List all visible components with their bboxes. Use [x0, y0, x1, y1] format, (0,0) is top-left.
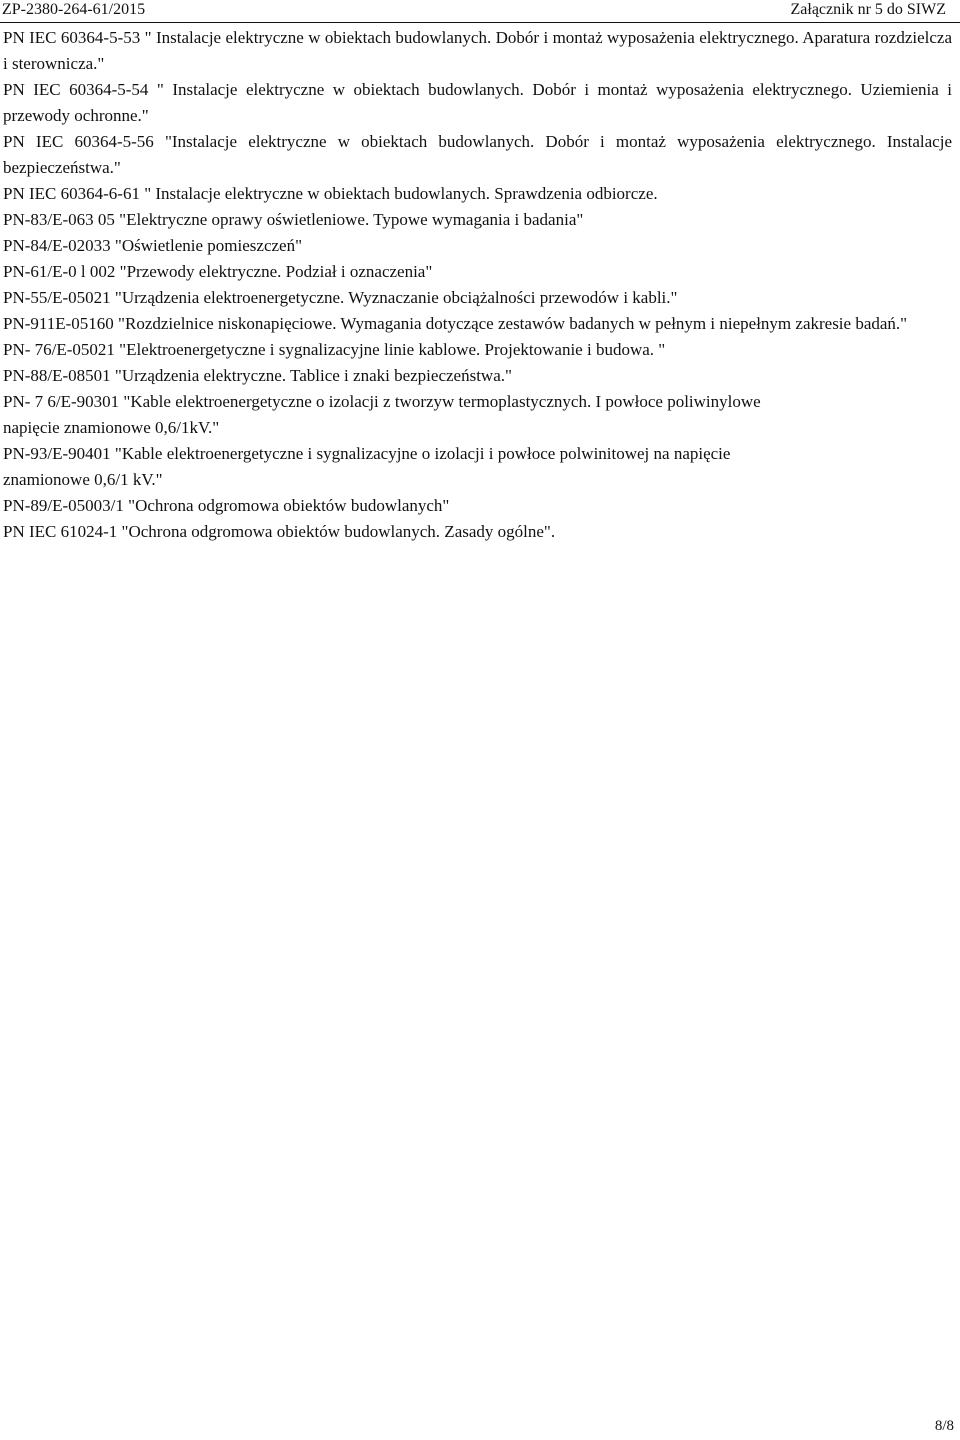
page-header: [0, 0, 960, 23]
standard-entry: PN IEC 61024-1 "Ochrona odgromowa obiektów budowlanych. Zasady ogólne".: [3, 522, 556, 541]
standard-entry: PN-88/E-08501 "Urządzenia elektryczne. Tablice i znaki bezpieczeństwa.": [3, 366, 512, 385]
standard-entry: PN- 76/E-05021 "Elektroenergetyczne i sygnalizacyjne linie kablowe. Projektowanie i budowa. ": [3, 340, 666, 359]
document-reference: ZP-2380-264-61/2015: [2, 1, 146, 18]
standard-entry: PN-911E-05160 "Rozdzielnice niskonapięciowe. Wymagania dotyczące zestawów badanych w pełnym i niepełnym zakresie badań.": [3, 314, 908, 333]
standard-entry: PN-61/E-0 l 002 "Przewody elektryczne. Podział i oznaczenia": [3, 262, 433, 281]
standard-entry: PN-84/E-02033 "Oświetlenie pomieszczeń": [3, 236, 303, 255]
standard-entry: PN-89/E-05003/1 "Ochrona odgromowa obiektów budowlanych": [3, 496, 450, 515]
standard-entry: PN IEC 60364-5-54 " Instalacje elektryczne w obiektach budowlanych. Dobór i montaż wyposażenia elektrycznego. Uziemienia i przewody ochronne.": [3, 80, 952, 125]
standards-list: [3, 25, 952, 545]
standard-entry: PN- 7 6/E-90301 "Kable elektroenergetyczne o izolacji z tworzyw termoplastycznych. I powłoce poliwinylowe napięcie znamionowe 0,6/1kV.": [3, 392, 761, 437]
standard-entry: PN IEC 60364-5-56 "Instalacje elektryczne w obiektach budowlanych. Dobór i montaż wyposażenia elektrycznego. Instalacje bezpieczeństwa.": [3, 132, 952, 177]
standard-entry: PN-55/E-05021 "Urządzenia elektroenergetyczne. Wyznaczanie obciążalności przewodów i kabli.": [3, 288, 678, 307]
standard-entry: PN IEC 60364-5-53 " Instalacje elektryczne w obiektach budowlanych. Dobór i montaż wyposażenia elektrycznego. Aparatura rozdzielcza i sterownicza.": [3, 28, 952, 73]
standard-entry: PN IEC 60364-6-61 " Instalacje elektryczne w obiektach budowlanych. Sprawdzenia odbiorcze.: [3, 184, 658, 203]
attachment-label: Załącznik nr 5 do SIWZ: [790, 1, 946, 18]
standard-entry: PN-93/E-90401 "Kable elektroenergetyczne i sygnalizacyjne o izolacji i powłoce polwinitowej na napięcie znamionowe 0,6/1 kV.": [3, 444, 731, 489]
standard-entry: PN-83/E-063 05 "Elektryczne oprawy oświetleniowe. Typowe wymagania i badania": [3, 210, 584, 229]
page-number: 8/8: [934, 1418, 954, 1434]
